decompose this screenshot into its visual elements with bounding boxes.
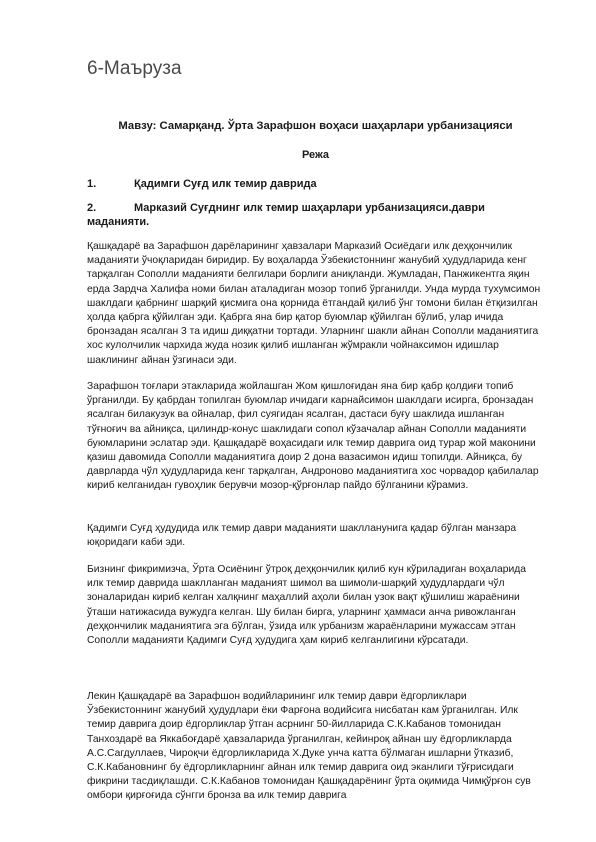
plan-heading: Режа: [301, 149, 330, 161]
plan-item-number: 2.: [87, 202, 97, 214]
plan-item: [87, 201, 544, 229]
lecture-title: 6-Маъруза: [87, 58, 182, 79]
plan-item-number: 1.: [87, 178, 97, 190]
body-paragraph: Зарафшон тоғлари этакларида жойлашган Жом қишлоғидан яна бир қабр қолдиғи топиб ўрганилди. Бу қабрдан топилган буюмлар ичидаги карнайсимон шаклдаги исирга, бронзадан ясалган билакузук ва ойналар, фил суягидан ясалган, дастаси буғу шаклида ишланган тўғноғич ва айниқса, цилиндр-конус шаклидаги сопол кўзачалар айнан Сополли маданияти буюмларини эслатар эди. Қашқадарё воҳасидаги илк темир даврига оид турар жой маконини қазиш давомида Сополли маданиятига доир 2 дона вазасимон идиш топилди. Айниқса, бу даврларда чўл ҳудудларида кенг тарқалган, Андроново маданиятига хос чорвадор қабилалар кириб келганидан гувоҳлик берувчи мозор-қўрғонлар пайдо бўлганини кўрамиз.: [87, 381, 539, 492]
body-paragraph: Қашқадарё ва Зарафшон дарёларининг ҳавзалари Марказий Осиёдаги илк деҳқончилик маданияти ўчоқларидан биридир. Бу воҳаларда Ўзбекистоннинг жанубий ҳудудларида кенг тарқалган Сополли маданияти белгилари борлиги аниқланди. Жумладан, Панжикентга яқин ерда Зардча Халифа номи билан аталадиган мозор топиб ўрганилди. Унда мурда тухумсимон шаклдаги қабрнинг шарқий қисмига она қорнида ётгандай қилиб ўнг томони билан ётқизилган ҳолда қабрга қўйилган эди. Қабрга яна бир қатор буюмлар қўйилган бўлиб, улар ичида бронзадан ясалган 3 та идиш диққатни тортади. Уларнинг шакли айнан Сополли маданиятига хос кулолчилик чархида жуда нозик қилиб ишланган жўмракли чойнаксимон идишлар шаклининг айнан ўзгинаси эди.: [87, 241, 541, 366]
body-paragraph: Лекин Қашқадарё ва Зарафшон водийларининг илк темир даври ёдгорликлари Ўзбекистоннинг жанубий ҳудудлари ёки Фарғона водийсига нисбатан кам ўрганилган. Илк темир даврига доир ёдгорликлар ўтган асрнинг 50-йилларида С.К.Кабанов томонидан Танхоздарё ва Яккабоғдарё ҳавзаларида ўрганилган, кейинроқ айнан шу ёдгорликларда А.С.Сагдуллаев, Чироқчи ёдгорликларида Х.Дуке унча катта бўлмаган ишларни ўтказиб, С.К.Кабановнинг бу ёдгорликларнинг айнан илк темир даврига оид эканлиги тўғрисидаги фикрини тасдиқлашди. С.К.Кабанов томонидан Қашқадарёнинг ўрта оқимида Чимқўрғон сув омбори қирғоғида сўнгги бронза ва илк темир даврига: [87, 691, 531, 802]
body-paragraph: Қадимги Суғд ҳудудида илк темир даври маданияти шаклланунига қадар бўлган манзара юқоридаги каби эди.: [87, 523, 517, 549]
topic-heading: Мавзу: Самарқанд. Ўрта Зарафшон воҳаси шаҳарлари урбанизацияси: [118, 120, 513, 132]
plan-item-text: Қадимги Суғд илк темир даврида: [134, 178, 317, 190]
plan-item: [87, 177, 544, 191]
body-paragraph: Бизнинг фикримизча, Ўрта Осиёнинг ўтроқ деҳқончилик қилиб кун кўриладиган воҳаларида илк темир даврида шаклланган маданият шимол ва шимоли-шарқий ҳудудлардаги чўл зоналаридан кириб келган халқнинг маҳаллий аҳоли билан узок вақт қўшилиш жараёнини ўташи натижасида вужудга келган. Шу билан бирга, уларнинг ҳаммаси анча ривожланган деҳқончилик маданиятига эга бўлган, ўзида илк урбанизм жараёнларини мужассам этган Сополли маданияти Қадимги Суғд ҳудудига ҳам кириб келганлигини кўрсатади.: [87, 564, 526, 647]
plan-item-text: Марказий Суғднинг илк темир шаҳарлари урбанизацияси.даври маданияти.: [87, 202, 485, 228]
